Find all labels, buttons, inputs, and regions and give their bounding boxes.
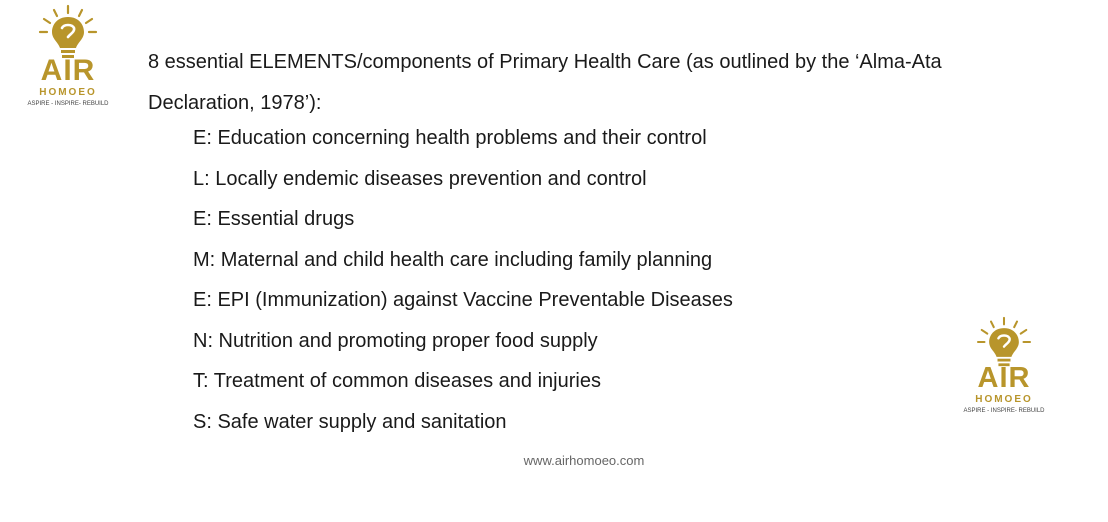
logo-subtitle: HOMOEO <box>39 87 97 98</box>
logo <box>956 316 1052 414</box>
lightbulb-icon <box>36 4 100 60</box>
logo-subtitle: HOMOEO <box>975 394 1033 405</box>
list-item: S: Safe water supply and sanitation <box>193 410 507 433</box>
list-item: E: EPI (Immunization) against Vaccine Preventable Diseases <box>193 289 733 311</box>
list-item: E: Education concerning health problems and their control <box>193 127 707 149</box>
list-item: L: Locally endemic diseases prevention and control <box>193 167 647 190</box>
logo-wordmark: AIR <box>40 54 96 87</box>
page-title: 8 essential ELEMENTS/components of Primary Health Care (as outlined by the ‘Alma-Ata Declaration, 1978’): <box>148 51 942 114</box>
list-item: M: Maternal and child health care including family planning <box>193 248 713 271</box>
logo-wordmark: AIR <box>977 362 1031 394</box>
list-item: E: Essential drugs <box>193 208 355 230</box>
logo <box>18 4 118 107</box>
footer-url: www.airhomoeo.com <box>523 453 645 468</box>
list-item: N: Nutrition and promoting proper food supply <box>193 329 598 352</box>
logo-tagline: ASPIRE - INSPIRE- REBUILD <box>27 101 109 107</box>
logo-tagline: ASPIRE - INSPIRE- REBUILD <box>963 408 1045 414</box>
list-item: T: Treatment of common diseases and injuries <box>193 370 601 392</box>
lightbulb-icon <box>974 316 1034 368</box>
elements-list <box>193 118 733 442</box>
